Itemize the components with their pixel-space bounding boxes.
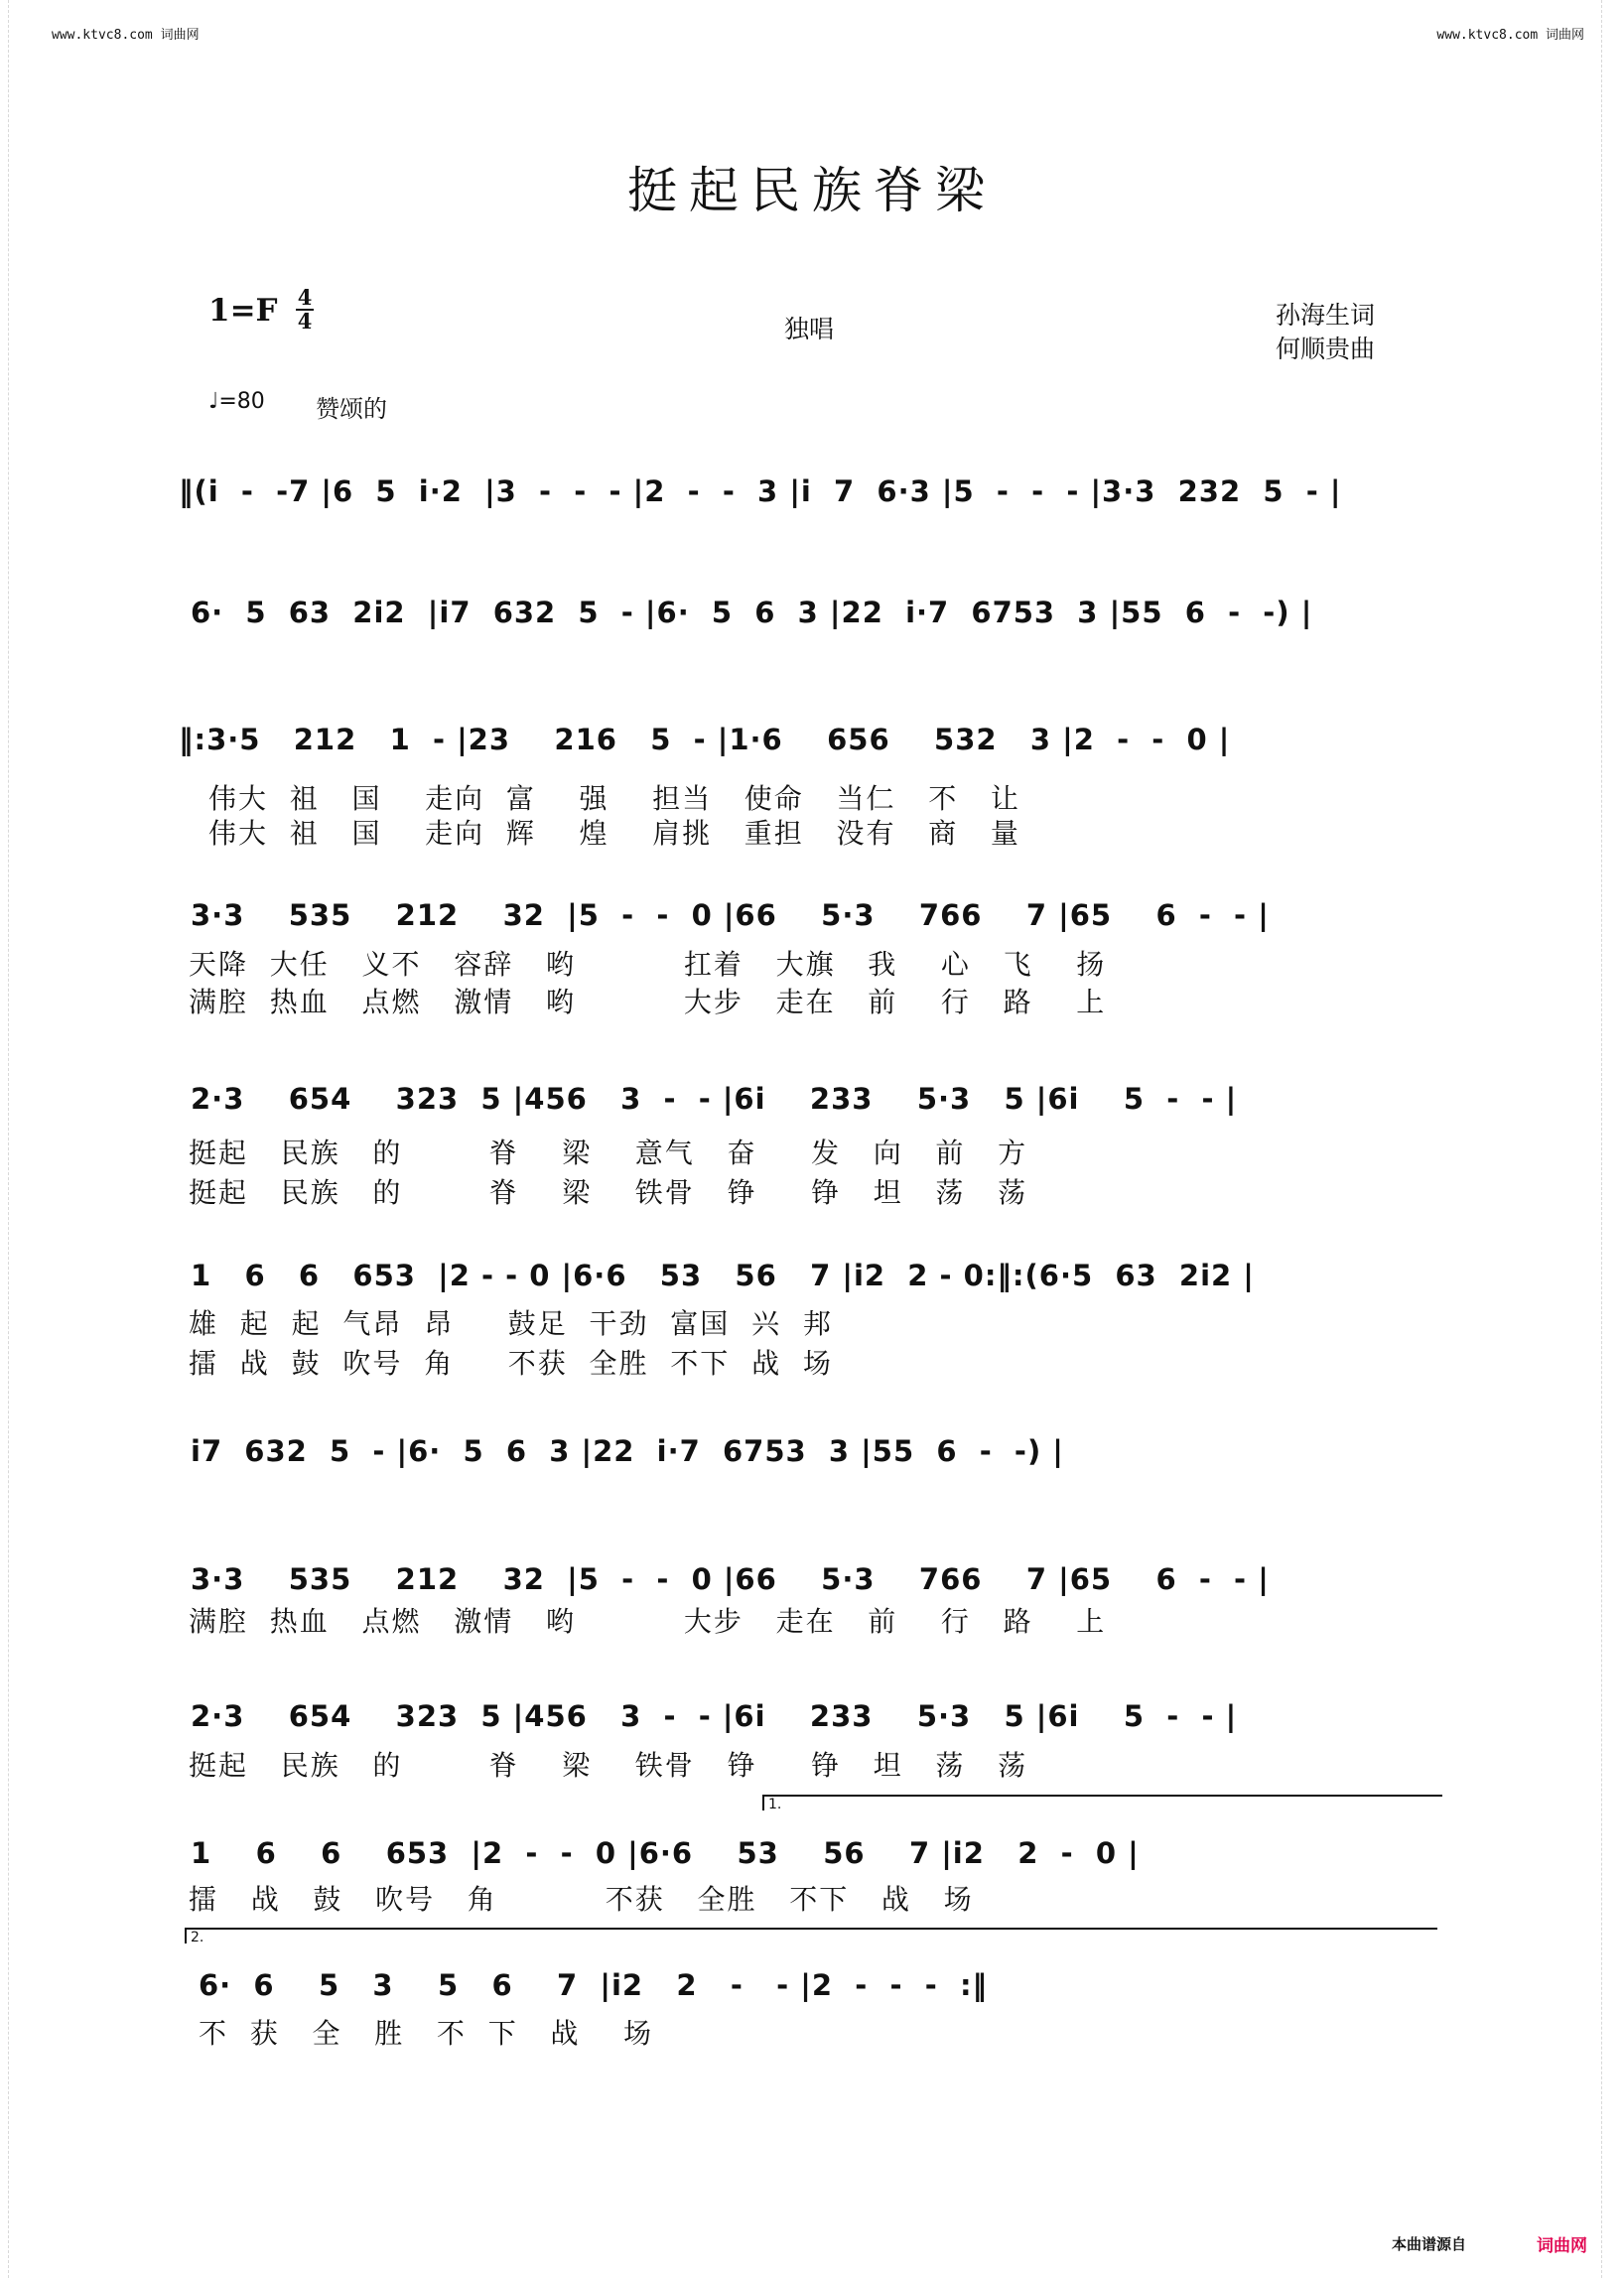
score-line-5-notes: 2·3 654 323 5 |456 3 - - |6i 233 5·3 5 |6i 5 - - | — [191, 1082, 1238, 1116]
footer-source-text: 本曲谱源自 — [1392, 2235, 1467, 2253]
score-line-1-notes: ‖(i - -7 |6 5 i·2 |3 - - - |2 - - 3 |i 7 6·3 |5 - - - |3·3 232 5 - | — [179, 474, 1342, 508]
score-line-4-notes: 3·3 535 212 32 |5 - - 0 |66 5·3 766 7 |65 6 - - | — [191, 898, 1270, 932]
tempo-mark: ♩=80 — [208, 389, 265, 414]
score-line-6-notes: 1 6 6 653 |2 - - 0 |6·6 53 56 7 |i2 2 - 0:‖:(6·5 63 2i2 | — [191, 1259, 1255, 1292]
score-line-7-notes: i7 632 5 - |6· 5 6 3 |22 i·7 6753 3 |55 6 - -) | — [191, 1434, 1064, 1468]
expression-mark: 赞颂的 — [316, 395, 387, 423]
key-signature: 1=F — [208, 293, 278, 329]
score-line-11-lyric-1: 不 获 全 胜 不 下 战 场 — [199, 2017, 654, 2050]
score-line-5-lyric-1: 挺起 民族 的 脊 梁 意气 奋 发 向 前 方 — [189, 1137, 1028, 1169]
volta-bracket-1 — [762, 1795, 1442, 1810]
score-line-10-lyric-1: 擂 战 鼓 吹号 角 不获 全胜 不下 战 场 — [189, 1883, 974, 1916]
score-line-9-lyric-1: 挺起 民族 的 脊 梁 铁骨 铮 铮 坦 荡 荡 — [189, 1749, 1028, 1782]
composer: 何顺贵曲 — [1276, 335, 1376, 363]
score-line-3-lyric-2: 伟大 祖 国 走向 辉 煌 肩挑 重担 没有 商 量 — [208, 817, 1020, 850]
time-signature — [296, 285, 314, 334]
score-line-8-notes: 3·3 535 212 32 |5 - - 0 |66 5·3 766 7 |65 6 - - | — [191, 1562, 1270, 1596]
score-line-2-notes: 6· 5 63 2i2 |i7 632 5 - |6· 5 6 3 |22 i·7 6753 3 |55 6 - -) | — [191, 596, 1313, 629]
header-site-right: www.ktvc8.com 词曲网 — [1436, 28, 1584, 43]
volta-1-label: 1. — [768, 1797, 782, 1812]
left-watermark-strip — [8, 0, 23, 2278]
header-site-left: www.ktvc8.com 词曲网 — [52, 28, 200, 43]
score-line-3-lyric-1: 伟大 祖 国 走向 富 强 担当 使命 当仁 不 让 — [208, 782, 1020, 815]
score-line-3-notes: ‖:3·5 212 1 - |23 216 5 - |1·6 656 532 3 |2 - - 0 | — [179, 723, 1231, 756]
footer-site-logo[interactable]: 词曲网 — [1537, 2236, 1587, 2256]
lyricist: 孙海生词 — [1276, 301, 1376, 330]
performance-type: 独唱 — [784, 315, 835, 343]
score-line-4-lyric-1: 天降 大任 义不 容辞 哟 扛着 大旗 我 心 飞 扬 — [189, 948, 1107, 981]
time-signature-bottom: 4 — [297, 309, 313, 334]
score-line-5-lyric-2: 挺起 民族 的 脊 梁 铁骨 铮 铮 坦 荡 荡 — [189, 1176, 1028, 1209]
song-title: 挺起民族脊梁 — [627, 162, 997, 219]
time-signature-top: 4 — [297, 285, 313, 310]
volta-bracket-2 — [185, 1928, 1437, 1943]
right-watermark-strip — [1601, 0, 1616, 2278]
score-line-9-notes: 2·3 654 323 5 |456 3 - - |6i 233 5·3 5 |6i 5 - - | — [191, 1699, 1238, 1733]
score-line-4-lyric-2: 满腔 热血 点燃 激情 哟 大步 走在 前 行 路 上 — [189, 986, 1107, 1018]
score-line-6-lyric-2: 擂 战 鼓 吹号 角 不获 全胜 不下 战 场 — [189, 1347, 833, 1380]
score-line-8-lyric-1: 满腔 热血 点燃 激情 哟 大步 走在 前 行 路 上 — [189, 1605, 1107, 1638]
score-line-6-lyric-1: 雄 起 起 气昂 昂 鼓足 干劲 富国 兴 邦 — [189, 1307, 833, 1340]
score-line-11-notes: 6· 6 5 3 5 6 7 |i2 2 - - |2 - - - :‖ — [199, 1968, 989, 2002]
score-line-10-notes: 1 6 6 653 |2 - - 0 |6·6 53 56 7 |i2 2 - 0 | — [191, 1836, 1140, 1870]
volta-2-label: 2. — [191, 1930, 204, 1945]
